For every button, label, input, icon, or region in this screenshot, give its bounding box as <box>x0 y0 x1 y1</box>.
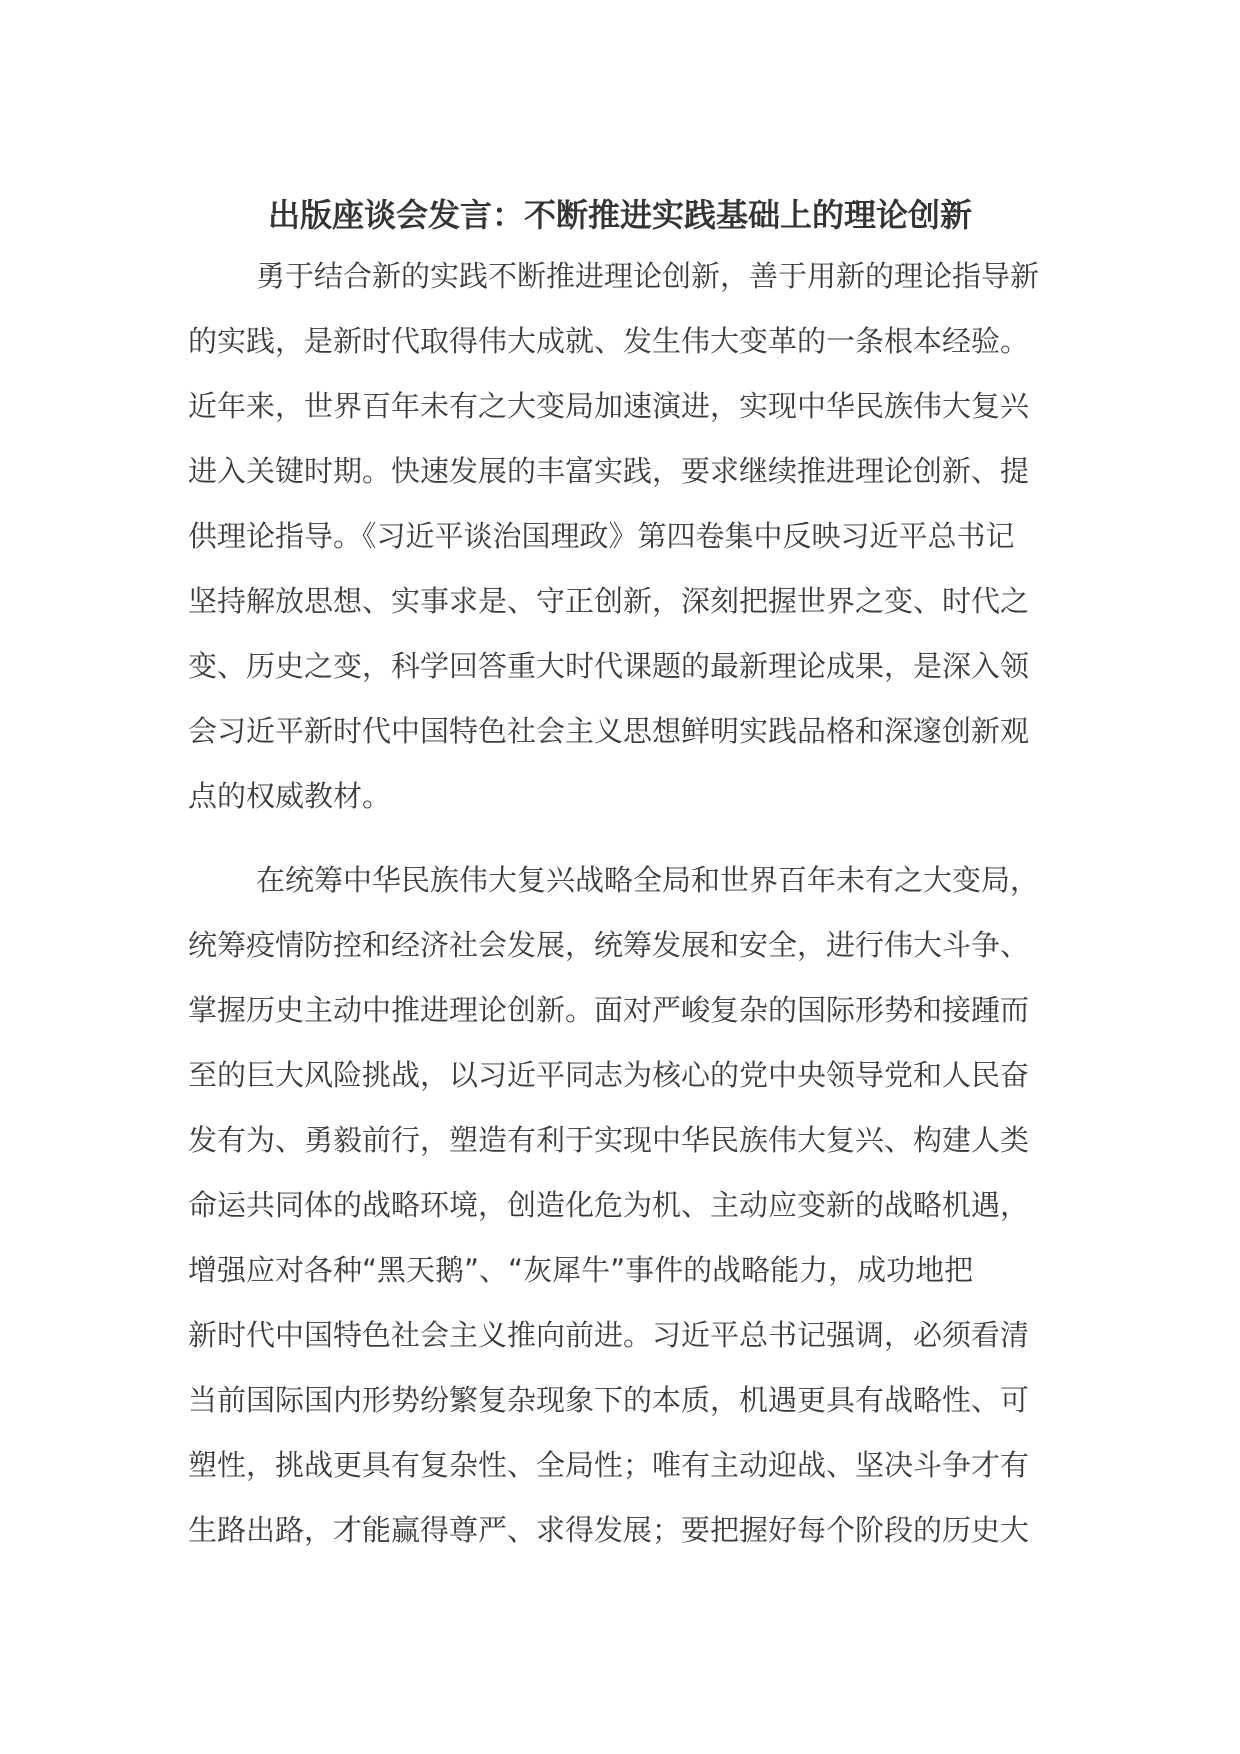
text-line: 点的权威教材。 <box>188 779 392 813</box>
text-line: 掌握历史主动中推进理论创新。面对严峻复杂的国际形势和接踵而 <box>188 993 1030 1027</box>
text-line: 发有为、勇毅前行，塑造有利于实现中华民族伟大复兴、构建人类 <box>188 1123 1030 1157</box>
document-title: 出版座谈会发言：不断推进实践基础上的理论创新 <box>267 196 972 235</box>
text-line: 变、历史之变，科学回答重大时代课题的最新理论成果，是深入领 <box>188 649 1030 683</box>
text-line: 坚持解放思想、实事求是、守正创新，深刻把握世界之变、时代之 <box>188 584 1030 618</box>
text-line: 至的巨大风险挑战，以习近平同志为核心的党中央领导党和人民奋 <box>188 1058 1030 1092</box>
text-line: 供理论指导。《习近平谈治国理政》第四卷集中反映习近平总书记 <box>188 519 1015 553</box>
text-line: 统筹疫情防控和经济社会发展，统筹发展和安全，进行伟大斗争、 <box>188 928 1030 962</box>
text-line: 近年来，世界百年未有之大变局加速演进，实现中华民族伟大复兴 <box>188 389 1030 423</box>
text-line: 命运共同体的战略环境，创造化危为机、主动应变新的战略机遇， <box>188 1188 1030 1222</box>
text-line: 进入关键时期。快速发展的丰富实践，要求继续推进理论创新、提 <box>188 454 1030 488</box>
text-line: 会习近平新时代中国特色社会主义思想鲜明实践品格和深邃创新观 <box>188 714 1030 748</box>
text-line: 增强应对各种“黑天鹅”、“灰犀牛”事件的战略能力，成功地把 <box>188 1253 974 1287</box>
text-line: 新时代中国特色社会主义推向前进。习近平总书记强调，必须看清 <box>188 1318 1030 1352</box>
text-line: 塑性，挑战更具有复杂性、全局性；唯有主动迎战、坚决斗争才有 <box>188 1448 1030 1482</box>
paragraph-2 <box>188 848 1048 1563</box>
paragraph-1 <box>188 244 1048 829</box>
text-line: 生路出路，才能赢得尊严、求得发展；要把握好每个阶段的历史大 <box>188 1513 1030 1547</box>
text-line: 当前国际国内形势纷繁复杂现象下的本质，机遇更具有战略性、可 <box>188 1383 1030 1417</box>
text-line: 在统筹中华民族伟大复兴战略全局和世界百年未有之大变局， <box>256 863 1040 897</box>
text-line: 勇于结合新的实践不断推进理论创新，善于用新的理论指导新 <box>256 259 1040 293</box>
text-line: 的实践，是新时代取得伟大成就、发生伟大变革的一条根本经验。 <box>188 324 1030 358</box>
